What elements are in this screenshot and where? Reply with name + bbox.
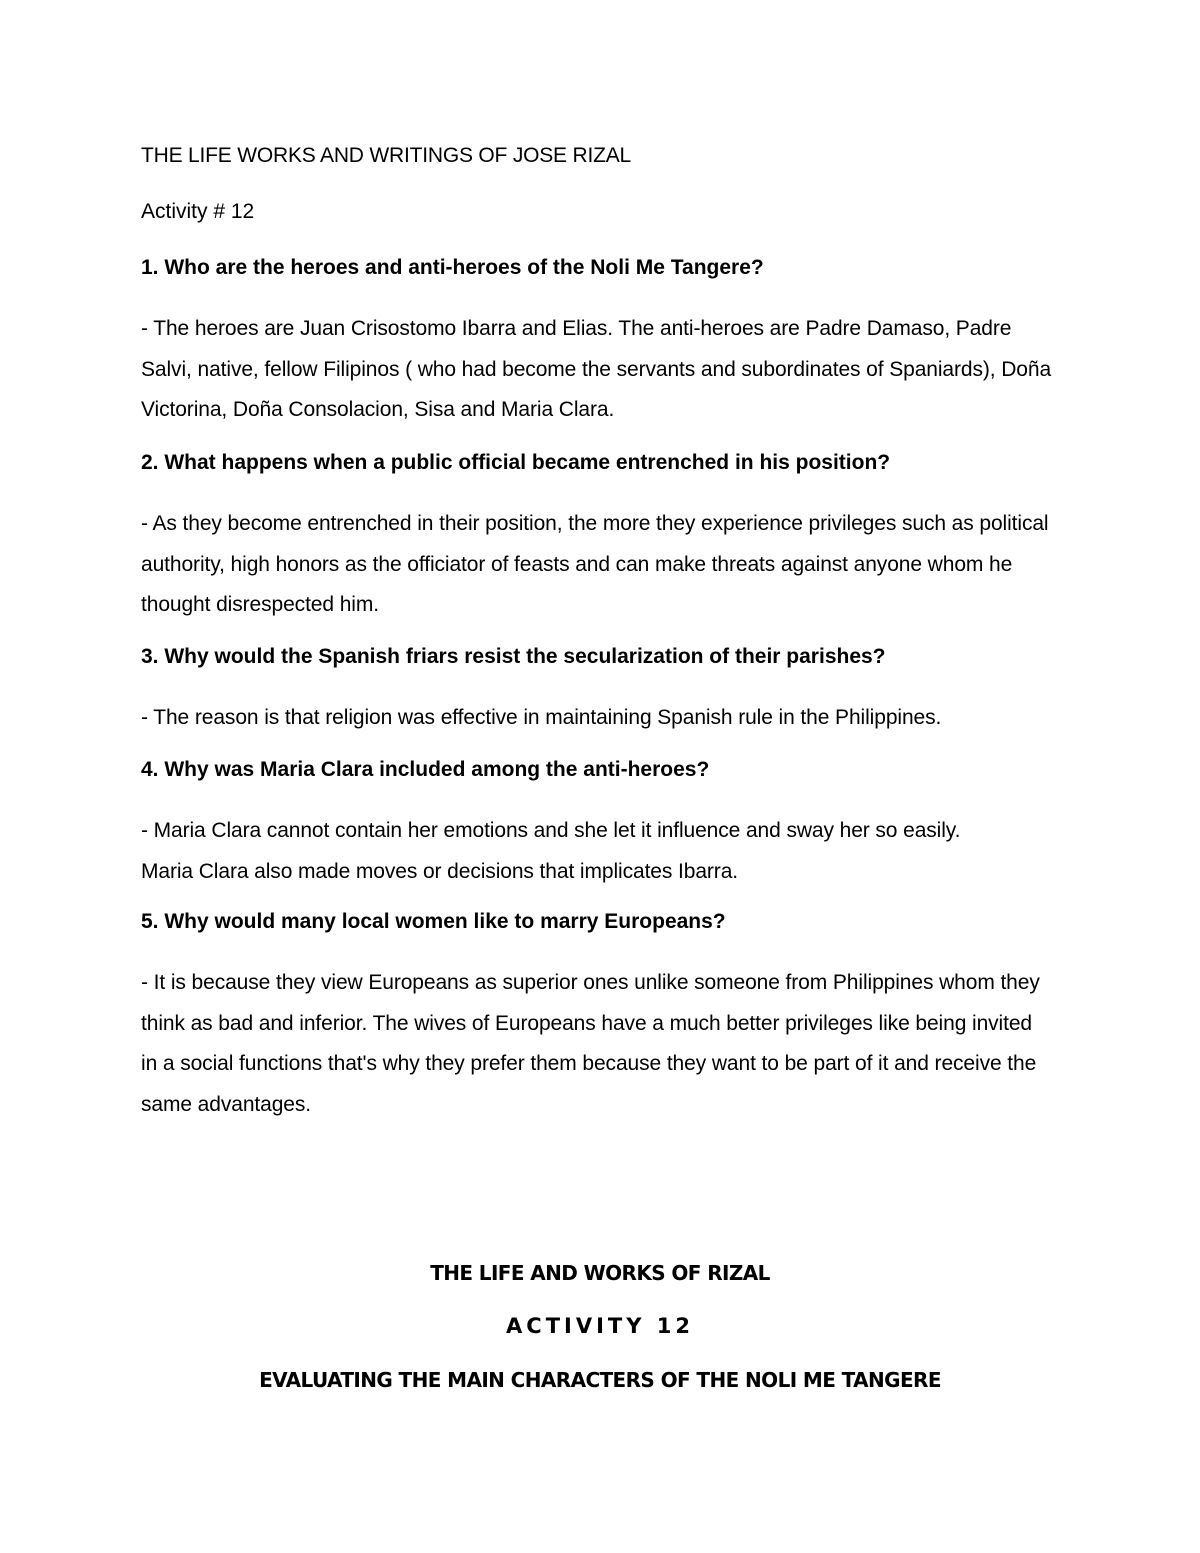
section-title: THE LIFE AND WORKS OF RIZAL: [430, 1261, 770, 1285]
document-title: THE LIFE WORKS AND WRITINGS OF JOSE RIZAL: [141, 144, 632, 167]
question-1: 1. Who are the heroes and anti-heroes of the Noli Me Tangere?: [141, 256, 764, 279]
question-5: 5. Why would many local women like to marry Europeans?: [141, 910, 726, 933]
section-subtitle: EVALUATING THE MAIN CHARACTERS OF THE NOLI ME TANGERE: [259, 1368, 941, 1392]
answer-1: - The heroes are Juan Crisostomo Ibarra and Elias. The anti-heroes are Padre Damaso, Padre Salvi, native, fellow Filipinos ( who had become the servants and subordinates of Spaniards), Doña Victorina, Doña Consolacion, Sisa and Maria Clara.: [141, 317, 1052, 421]
question-3: 3. Why would the Spanish friars resist the secularization of their parishes?: [141, 645, 886, 668]
section-activity: ACTIVITY 12: [506, 1314, 694, 1338]
question-4: 4. Why was Maria Clara included among the anti-heroes?: [141, 758, 710, 781]
qa-item-4: [141, 756, 1071, 892]
question-2: 2. What happens when a public official became entrenched in his position?: [141, 451, 891, 474]
answer-3: - The reason is that religion was effective in maintaining Spanish rule in the Philippines.: [141, 706, 942, 729]
answer-4: - Maria Clara cannot contain her emotions and she let it influence and sway her so easily. Maria Clara also made moves or decisions that implicates Ibarra.: [141, 819, 961, 883]
qa-item-5: [141, 908, 1071, 1125]
answer-2: - As they become entrenched in their position, the more they experience privileges such as political authority, high honors as the officiator of feasts and can make threats against anyone whom he thought disrespected him.: [141, 512, 1049, 616]
qa-item-2: [141, 449, 1071, 626]
qa-item-3: [141, 643, 1071, 739]
qa-item-1: [141, 254, 1071, 431]
activity-label: Activity # 12: [141, 200, 255, 223]
answer-5: - It is because they view Europeans as superior ones unlike someone from Philippines whom they think as bad and inferior. The wives of Europeans have a much better privileges like being invited in a social functions that's why they prefer them because they want to be part of it and receive the same advantages.: [141, 971, 1040, 1116]
